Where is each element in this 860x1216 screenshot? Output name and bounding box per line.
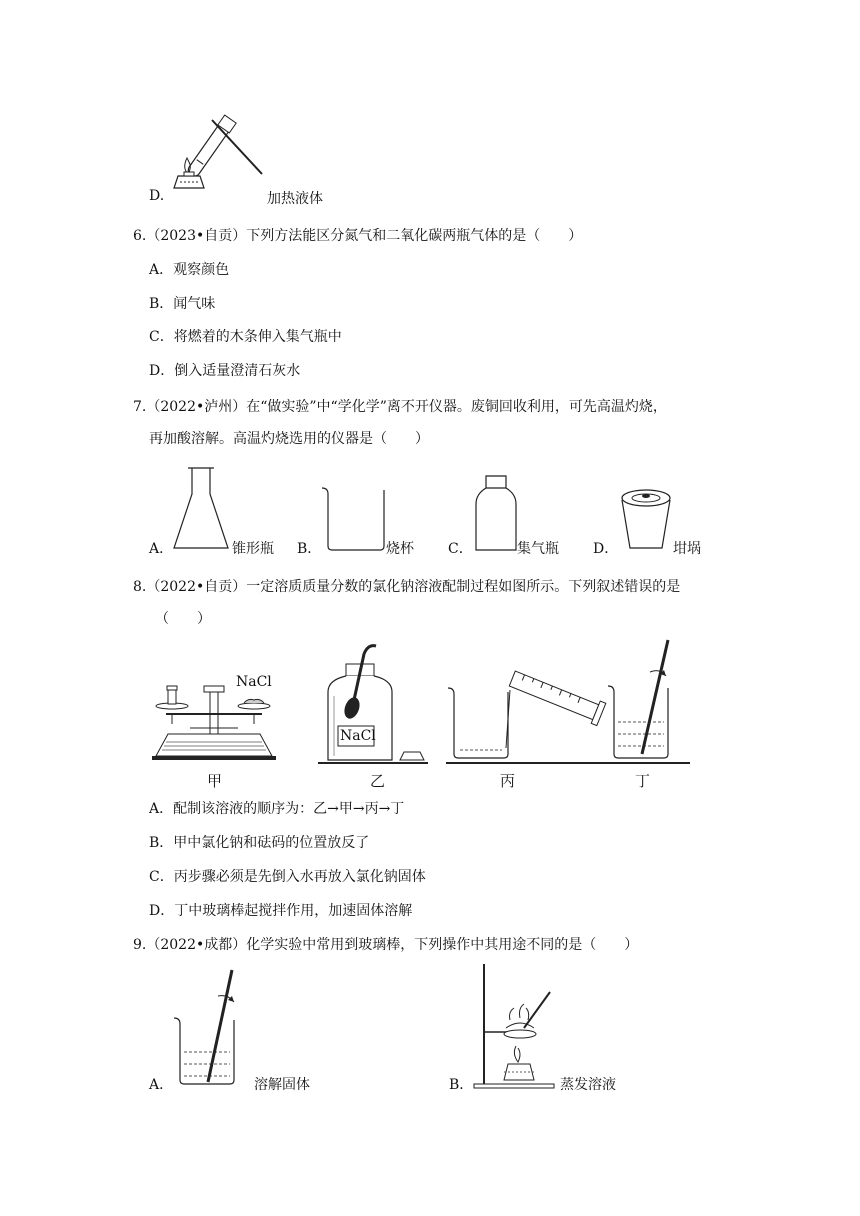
balance-nacl-label: NaCl [236,674,272,690]
q5-option-d-letter: D. [149,188,165,204]
q8-option-d: D．丁中玻璃棒起搅拌作用，加速固体溶解 [149,903,413,919]
q6-option-a: A．观察颜色 [149,262,230,278]
q5-option-d-text: 加热液体 [267,191,323,207]
heating-liquid-figure [170,112,270,194]
evaporating-solution-figure [472,962,562,1090]
dissolving-solid-figure [172,968,252,1090]
q7-choice-b-letter: B． [297,541,322,557]
q9-stem: 9.（2022•成都）化学实验中常用到玻璃棒，下列操作中其用途不同的是（ ） [133,937,639,953]
q9-choice-a-name: 溶解固体 [254,1077,310,1093]
reagent-bottle-figure [318,640,428,764]
bottle-nacl-label: NaCl [340,728,376,744]
q6-option-b: B．闻气味 [149,296,216,312]
q6-option-d: D．倒入适量澄清石灰水 [149,363,301,379]
q7-choice-b-name: 烧杯 [386,541,414,557]
q6-option-c: C．将燃着的木条伸入集气瓶中 [149,329,342,345]
q7-choice-a-name: 锥形瓶 [232,541,274,557]
q6-stem: 6.（2023•自贡）下列方法能区分氮气和二氧化碳两瓶气体的是（ ） [133,228,583,244]
q7-stem-line2: 再加酸溶解。高温灼烧选用的仪器是（ ） [149,431,429,447]
figure-label-jia: 甲 [207,772,223,790]
q9-choice-b-name: 蒸发溶液 [560,1077,616,1093]
pouring-water-figure [446,660,616,764]
q8-stem-line1: 8.（2022•自贡）一定溶质质量分数的氯化钠溶液配制过程如图所示。下列叙述错误的是 [133,579,681,595]
q7-choice-c-letter: C． [448,541,473,557]
gas-collecting-bottle-figure [472,474,520,552]
q8-option-a: A．配制该溶液的顺序为：乙→甲→丙→丁 [149,801,405,817]
q7-stem-line1: 7.（2022•泸州）在“做实验”中“学化学”离不开仪器。废铜回收利用，可先高温灼烧， [133,399,667,415]
q9-choice-a-letter: A． [149,1077,174,1093]
figure-label-bing: 丙 [500,772,516,790]
q8-option-c: C．丙步骤必须是先倒入水再放入氯化钠固体 [149,869,426,885]
q7-choice-d-name: 坩埚 [673,541,701,557]
q8-option-b: B．甲中氯化钠和砝码的位置放反了 [149,835,370,851]
q9-choice-b-letter: B． [449,1077,474,1093]
conical-flask-figure [172,466,232,552]
stirring-figure [600,638,690,764]
q7-choice-d-letter: D． [593,541,619,557]
beaker-figure [320,486,390,552]
q8-stem-line2: （ ） [155,611,211,627]
figure-label-ding: 丁 [635,772,651,790]
q7-choice-c-name: 集气瓶 [517,541,559,557]
q7-choice-a-letter: A． [149,541,174,557]
crucible-figure [618,486,674,552]
figure-label-yi: 乙 [370,772,386,790]
